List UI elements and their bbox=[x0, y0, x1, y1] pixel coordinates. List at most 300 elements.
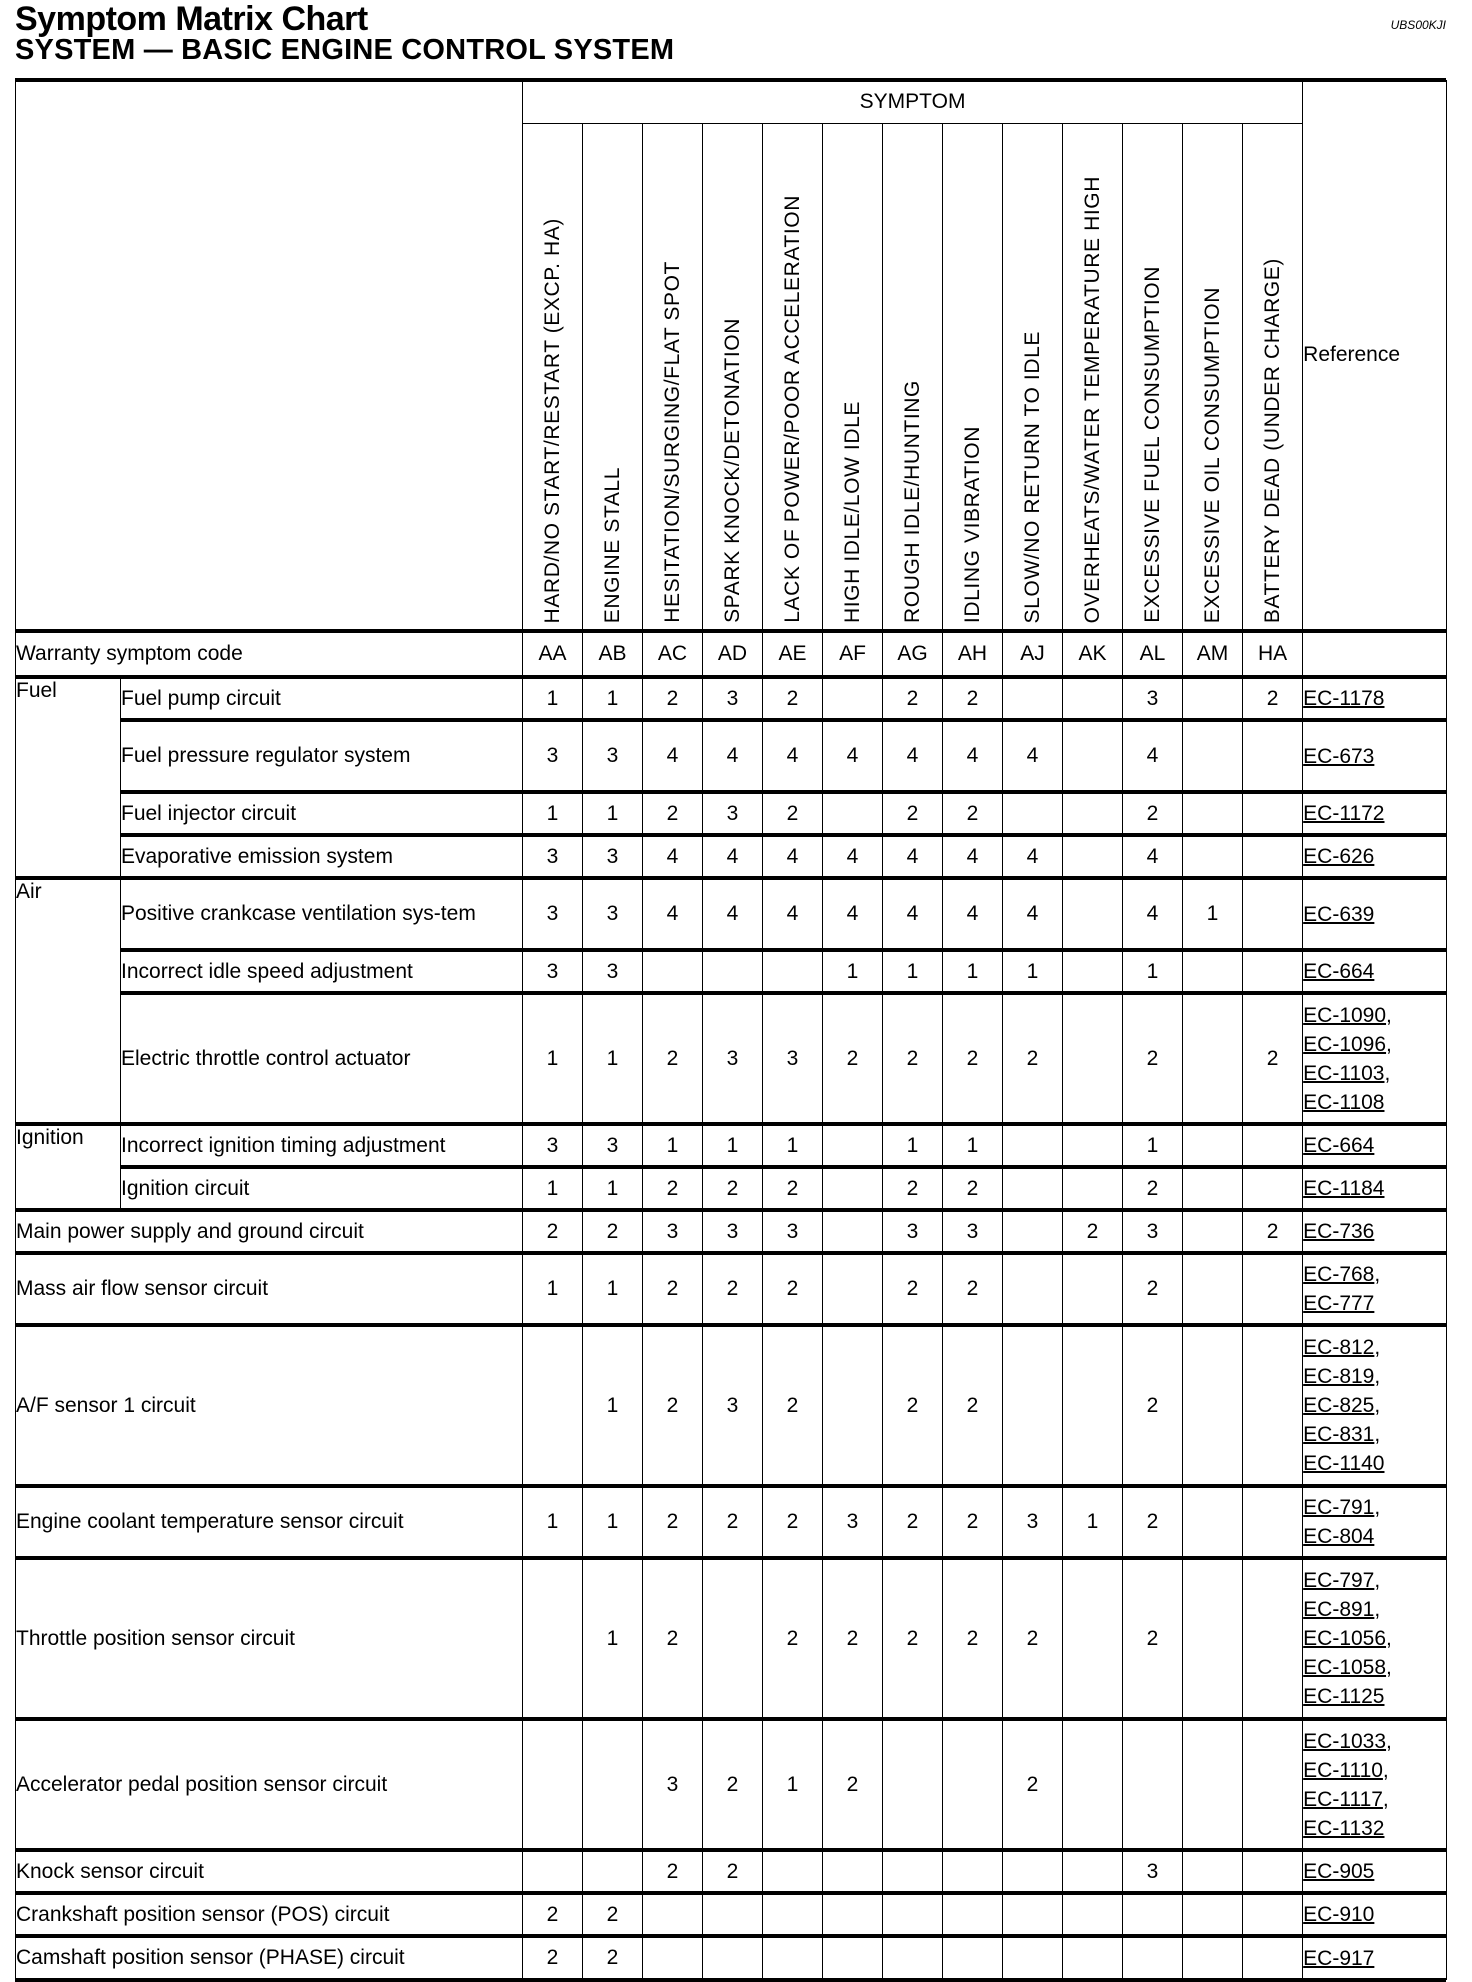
page-title: Symptom Matrix Chart bbox=[15, 0, 368, 38]
priority-value-cell: 2 bbox=[943, 1167, 1003, 1210]
priority-value-cell bbox=[943, 1893, 1003, 1936]
priority-value-cell: 4 bbox=[703, 720, 763, 792]
priority-value-cell bbox=[1183, 720, 1243, 792]
priority-value-cell: 2 bbox=[1003, 993, 1063, 1124]
priority-value-cell bbox=[1063, 1253, 1123, 1325]
priority-value-cell bbox=[703, 950, 763, 993]
symptom-label: ROUGH IDLE/HUNTING bbox=[900, 380, 924, 623]
priority-value-cell: 4 bbox=[643, 878, 703, 950]
priority-value-cell bbox=[1063, 1167, 1123, 1210]
priority-value-cell bbox=[1063, 1936, 1123, 1979]
reference-cell bbox=[1303, 835, 1447, 878]
table-row bbox=[16, 792, 1447, 835]
component-label: Incorrect idle speed adjustment bbox=[121, 950, 523, 993]
table-row bbox=[16, 950, 1447, 993]
matrix-body bbox=[16, 631, 1447, 1979]
warranty-code-cell: AH bbox=[943, 631, 1003, 677]
priority-value-cell bbox=[1063, 1719, 1123, 1850]
priority-value-cell: 3 bbox=[523, 950, 583, 993]
reference-separator: , bbox=[1374, 1423, 1381, 1446]
priority-value-cell: 2 bbox=[1123, 993, 1183, 1124]
reference-link[interactable]: EC-626 bbox=[1303, 845, 1375, 868]
priority-value-cell: 3 bbox=[583, 720, 643, 792]
priority-value-cell bbox=[703, 1936, 763, 1979]
reference-link[interactable]: EC-1090 bbox=[1303, 1003, 1387, 1027]
warranty-code-label: Warranty symptom code bbox=[16, 631, 523, 677]
priority-value-cell: 3 bbox=[883, 1210, 943, 1253]
table-row bbox=[16, 1167, 1447, 1210]
priority-value-cell bbox=[1003, 792, 1063, 835]
priority-value-cell: 3 bbox=[583, 878, 643, 950]
reference-link[interactable]: EC-1108 bbox=[1303, 1090, 1385, 1114]
priority-value-cell: 2 bbox=[883, 993, 943, 1124]
symptom-column-header bbox=[1003, 124, 1063, 632]
priority-value-cell: 2 bbox=[703, 1850, 763, 1893]
reference-cell bbox=[1303, 950, 1447, 993]
symptom-label: ENGINE STALL bbox=[600, 466, 624, 623]
symptom-label: EXCESSIVE FUEL CONSUMPTION bbox=[1140, 266, 1164, 623]
category-label: Air bbox=[16, 878, 121, 1124]
reference-cell bbox=[1303, 677, 1447, 720]
priority-value-cell: 1 bbox=[583, 792, 643, 835]
symptom-column-header bbox=[1183, 124, 1243, 632]
priority-value-cell: 1 bbox=[883, 1124, 943, 1167]
component-label: A/F sensor 1 circuit bbox=[16, 1325, 523, 1486]
priority-value-cell bbox=[1243, 1893, 1303, 1936]
priority-value-cell bbox=[1123, 1936, 1183, 1979]
component-label: Accelerator pedal position sensor circuit bbox=[16, 1719, 523, 1850]
table-row bbox=[16, 1893, 1447, 1936]
document-id: UBS00KJI bbox=[1390, 18, 1446, 32]
priority-value-cell: 4 bbox=[763, 835, 823, 878]
component-label: Fuel injector circuit bbox=[121, 792, 523, 835]
priority-value-cell bbox=[1183, 1210, 1243, 1253]
symptom-matrix-table bbox=[15, 80, 1447, 1980]
reference-column-header: Reference bbox=[1303, 81, 1447, 632]
priority-value-cell: 2 bbox=[643, 993, 703, 1124]
priority-value-cell bbox=[1243, 835, 1303, 878]
priority-value-cell: 2 bbox=[643, 1325, 703, 1486]
priority-value-cell: 3 bbox=[583, 950, 643, 993]
reference-separator: , bbox=[1374, 1365, 1381, 1388]
priority-value-cell bbox=[523, 1719, 583, 1850]
component-label: Crankshaft position sensor (POS) circuit bbox=[16, 1893, 523, 1936]
reference-link[interactable]: EC-1140 bbox=[1303, 1452, 1385, 1475]
component-label: Positive crankcase ventilation sys-tem bbox=[121, 878, 523, 950]
priority-value-cell bbox=[1003, 677, 1063, 720]
priority-value-cell: 4 bbox=[943, 878, 1003, 950]
symptom-label: LACK OF POWER/POOR ACCELERATION bbox=[780, 195, 804, 623]
priority-value-cell: 4 bbox=[883, 878, 943, 950]
priority-value-cell: 1 bbox=[703, 1124, 763, 1167]
symptom-label: EXCESSIVE OIL CONSUMPTION bbox=[1200, 286, 1224, 623]
priority-value-cell bbox=[703, 1893, 763, 1936]
priority-value-cell: 3 bbox=[523, 835, 583, 878]
symptom-label: SPARK KNOCK/DETONATION bbox=[720, 318, 744, 623]
priority-value-cell bbox=[1063, 1325, 1123, 1486]
reference-cell bbox=[1303, 1558, 1447, 1719]
priority-value-cell: 2 bbox=[643, 1850, 703, 1893]
priority-value-cell bbox=[1183, 1253, 1243, 1325]
priority-value-cell bbox=[1063, 1124, 1123, 1167]
reference-link[interactable]: EC-791 bbox=[1303, 1496, 1375, 1519]
priority-value-cell: 2 bbox=[643, 677, 703, 720]
priority-value-cell bbox=[1183, 1486, 1243, 1558]
priority-value-cell bbox=[1243, 878, 1303, 950]
priority-value-cell: 3 bbox=[763, 1210, 823, 1253]
reference-cell bbox=[1303, 1486, 1447, 1558]
priority-value-cell bbox=[1063, 677, 1123, 720]
priority-value-cell bbox=[883, 1893, 943, 1936]
priority-value-cell: 2 bbox=[763, 1486, 823, 1558]
reference-link[interactable]: EC-673 bbox=[1303, 744, 1375, 768]
priority-value-cell bbox=[1243, 720, 1303, 792]
priority-value-cell: 4 bbox=[1123, 878, 1183, 950]
reference-link[interactable]: EC-1058 bbox=[1303, 1656, 1387, 1679]
warranty-code-cell: AC bbox=[643, 631, 703, 677]
priority-value-cell bbox=[1243, 950, 1303, 993]
priority-value-cell bbox=[1183, 1936, 1243, 1979]
priority-value-cell bbox=[1243, 1124, 1303, 1167]
priority-value-cell: 2 bbox=[943, 1486, 1003, 1558]
priority-value-cell bbox=[1243, 1325, 1303, 1486]
priority-value-cell bbox=[643, 1936, 703, 1979]
reference-separator: , bbox=[1386, 1003, 1392, 1027]
priority-value-cell bbox=[823, 1325, 883, 1486]
priority-value-cell bbox=[763, 1936, 823, 1979]
priority-value-cell: 3 bbox=[523, 1124, 583, 1167]
priority-value-cell: 3 bbox=[643, 1719, 703, 1850]
symptom-column-header bbox=[1123, 124, 1183, 632]
priority-value-cell: 2 bbox=[763, 792, 823, 835]
table-row bbox=[16, 1124, 1447, 1167]
priority-value-cell bbox=[1063, 993, 1123, 1124]
symptom-label: SLOW/NO RETURN TO IDLE bbox=[1020, 330, 1044, 623]
reference-separator: , bbox=[1382, 1787, 1389, 1811]
reference-link[interactable]: EC-1096 bbox=[1303, 1032, 1387, 1056]
table-row bbox=[16, 878, 1447, 950]
reference-link[interactable]: EC-1110 bbox=[1303, 1758, 1383, 1782]
table-row bbox=[16, 1253, 1447, 1325]
symptom-column-header bbox=[703, 124, 763, 632]
priority-value-cell: 1 bbox=[523, 993, 583, 1124]
priority-value-cell: 3 bbox=[823, 1486, 883, 1558]
reference-cell bbox=[1303, 720, 1447, 792]
priority-value-cell bbox=[883, 1936, 943, 1979]
priority-value-cell: 1 bbox=[583, 1486, 643, 1558]
reference-link[interactable]: EC-1184 bbox=[1303, 1177, 1385, 1200]
priority-value-cell: 2 bbox=[763, 1325, 823, 1486]
reference-link[interactable]: EC-768 bbox=[1303, 1263, 1375, 1286]
priority-value-cell: 3 bbox=[523, 720, 583, 792]
reference-link[interactable]: EC-825 bbox=[1303, 1394, 1375, 1417]
reference-link[interactable]: EC-1178 bbox=[1303, 687, 1385, 710]
reference-cell bbox=[1303, 792, 1447, 835]
reference-link[interactable]: EC-664 bbox=[1303, 1134, 1375, 1157]
reference-link[interactable]: EC-819 bbox=[1303, 1365, 1375, 1388]
priority-value-cell: 3 bbox=[703, 1325, 763, 1486]
priority-value-cell bbox=[1003, 1124, 1063, 1167]
priority-value-cell: 3 bbox=[703, 792, 763, 835]
table-row bbox=[16, 1558, 1447, 1719]
priority-value-cell bbox=[883, 1850, 943, 1893]
priority-value-cell: 2 bbox=[1243, 993, 1303, 1124]
priority-value-cell: 1 bbox=[943, 950, 1003, 993]
priority-value-cell bbox=[1183, 1558, 1243, 1719]
priority-value-cell bbox=[1243, 1253, 1303, 1325]
priority-value-cell bbox=[943, 1936, 1003, 1979]
priority-value-cell bbox=[1183, 1850, 1243, 1893]
priority-value-cell: 4 bbox=[643, 835, 703, 878]
priority-value-cell: 1 bbox=[583, 1167, 643, 1210]
priority-value-cell: 4 bbox=[643, 720, 703, 792]
reference-separator: , bbox=[1384, 1061, 1391, 1085]
component-label: Throttle position sensor circuit bbox=[16, 1558, 523, 1719]
priority-value-cell: 1 bbox=[1063, 1486, 1123, 1558]
reference-link[interactable]: EC-664 bbox=[1303, 960, 1375, 983]
priority-value-cell: 2 bbox=[583, 1893, 643, 1936]
priority-value-cell: 1 bbox=[583, 993, 643, 1124]
priority-value-cell bbox=[1063, 835, 1123, 878]
component-label: Mass air flow sensor circuit bbox=[16, 1253, 523, 1325]
reference-cell bbox=[1303, 1936, 1447, 1979]
reference-cell bbox=[1303, 993, 1447, 1124]
priority-value-cell: 2 bbox=[883, 1325, 943, 1486]
priority-value-cell bbox=[1063, 878, 1123, 950]
priority-value-cell bbox=[523, 1325, 583, 1486]
priority-value-cell: 2 bbox=[823, 1719, 883, 1850]
reference-cell bbox=[1303, 878, 1447, 950]
priority-value-cell bbox=[823, 677, 883, 720]
priority-value-cell: 1 bbox=[883, 950, 943, 993]
reference-cell bbox=[1303, 1124, 1447, 1167]
priority-value-cell bbox=[1123, 1719, 1183, 1850]
priority-value-cell: 2 bbox=[823, 993, 883, 1124]
priority-value-cell bbox=[1063, 720, 1123, 792]
priority-value-cell: 3 bbox=[703, 993, 763, 1124]
reference-separator: , bbox=[1386, 1032, 1392, 1056]
priority-value-cell bbox=[1243, 1167, 1303, 1210]
reference-link[interactable]: EC-804 bbox=[1303, 1525, 1375, 1548]
priority-value-cell: 2 bbox=[643, 1486, 703, 1558]
priority-value-cell: 3 bbox=[523, 878, 583, 950]
symptom-column-header bbox=[883, 124, 943, 632]
priority-value-cell: 2 bbox=[883, 1253, 943, 1325]
symptom-column-header bbox=[943, 124, 1003, 632]
priority-value-cell: 2 bbox=[883, 1558, 943, 1719]
priority-value-cell bbox=[1183, 1167, 1243, 1210]
priority-value-cell bbox=[1003, 1850, 1063, 1893]
priority-value-cell: 1 bbox=[583, 677, 643, 720]
priority-value-cell: 1 bbox=[523, 1167, 583, 1210]
symptom-label: HARD/NO START/RESTART (EXCP. HA) bbox=[540, 217, 564, 623]
reference-separator: , bbox=[1386, 1627, 1392, 1650]
component-label: Fuel pump circuit bbox=[121, 677, 523, 720]
priority-value-cell bbox=[643, 1893, 703, 1936]
priority-value-cell: 3 bbox=[703, 677, 763, 720]
warranty-code-cell: AF bbox=[823, 631, 883, 677]
priority-value-cell: 1 bbox=[1123, 950, 1183, 993]
priority-value-cell: 4 bbox=[883, 835, 943, 878]
priority-value-cell bbox=[1183, 1893, 1243, 1936]
warranty-code-cell: AK bbox=[1063, 631, 1123, 677]
priority-value-cell: 1 bbox=[943, 1124, 1003, 1167]
page-subtitle: SYSTEM — BASIC ENGINE CONTROL SYSTEM bbox=[15, 34, 675, 66]
priority-value-cell: 2 bbox=[523, 1936, 583, 1979]
priority-value-cell: 1 bbox=[583, 1558, 643, 1719]
reference-separator: , bbox=[1382, 1758, 1389, 1782]
reference-cell bbox=[1303, 1167, 1447, 1210]
priority-value-cell: 1 bbox=[1003, 950, 1063, 993]
priority-value-cell bbox=[1183, 1325, 1243, 1486]
priority-value-cell bbox=[823, 1124, 883, 1167]
priority-value-cell bbox=[823, 1167, 883, 1210]
priority-value-cell: 2 bbox=[943, 1325, 1003, 1486]
reference-link[interactable]: EC-1117 bbox=[1303, 1787, 1383, 1811]
reference-link[interactable]: EC-1056 bbox=[1303, 1627, 1387, 1650]
priority-value-cell: 2 bbox=[1003, 1719, 1063, 1850]
reference-link[interactable]: EC-1033 bbox=[1303, 1729, 1387, 1753]
reference-link[interactable]: EC-910 bbox=[1303, 1903, 1375, 1926]
priority-value-cell: 2 bbox=[1123, 1325, 1183, 1486]
priority-value-cell bbox=[1243, 792, 1303, 835]
warranty-code-row bbox=[16, 631, 1447, 677]
priority-value-cell bbox=[1183, 792, 1243, 835]
priority-value-cell bbox=[1243, 1486, 1303, 1558]
priority-value-cell: 2 bbox=[883, 792, 943, 835]
reference-link[interactable]: EC-777 bbox=[1303, 1292, 1375, 1315]
reference-link[interactable]: EC-1172 bbox=[1303, 802, 1385, 825]
component-label: Evaporative emission system bbox=[121, 835, 523, 878]
priority-value-cell: 2 bbox=[523, 1210, 583, 1253]
priority-value-cell bbox=[763, 1893, 823, 1936]
reference-link[interactable]: EC-917 bbox=[1303, 1946, 1375, 1970]
priority-value-cell: 4 bbox=[763, 878, 823, 950]
priority-value-cell: 4 bbox=[943, 835, 1003, 878]
table-row bbox=[16, 835, 1447, 878]
priority-value-cell bbox=[823, 1893, 883, 1936]
reference-link[interactable]: EC-831 bbox=[1303, 1423, 1375, 1446]
priority-value-cell bbox=[1183, 1719, 1243, 1850]
table-row bbox=[16, 1936, 1447, 1979]
priority-value-cell: 3 bbox=[643, 1210, 703, 1253]
priority-value-cell bbox=[1063, 1893, 1123, 1936]
priority-value-cell: 1 bbox=[1183, 878, 1243, 950]
reference-cell bbox=[1303, 1850, 1447, 1893]
priority-value-cell bbox=[763, 1850, 823, 1893]
reference-link[interactable]: EC-1132 bbox=[1303, 1816, 1385, 1840]
priority-value-cell: 4 bbox=[703, 835, 763, 878]
warranty-code-cell: AG bbox=[883, 631, 943, 677]
priority-value-cell bbox=[1003, 1253, 1063, 1325]
category-label: Ignition bbox=[16, 1124, 121, 1210]
warranty-ref-cell bbox=[1303, 631, 1447, 677]
priority-value-cell: 1 bbox=[523, 792, 583, 835]
reference-cell bbox=[1303, 1325, 1447, 1486]
priority-value-cell: 2 bbox=[1123, 1486, 1183, 1558]
priority-value-cell: 2 bbox=[883, 1486, 943, 1558]
priority-value-cell: 3 bbox=[1123, 677, 1183, 720]
warranty-code-cell: AA bbox=[523, 631, 583, 677]
reference-separator: , bbox=[1374, 1496, 1381, 1519]
priority-value-cell: 3 bbox=[943, 1210, 1003, 1253]
priority-value-cell bbox=[1183, 993, 1243, 1124]
priority-value-cell: 2 bbox=[1243, 1210, 1303, 1253]
priority-value-cell: 2 bbox=[703, 1253, 763, 1325]
table-row bbox=[16, 1486, 1447, 1558]
priority-value-cell: 4 bbox=[823, 878, 883, 950]
symptom-band-row bbox=[16, 81, 1447, 124]
component-label: Electric throttle control actuator bbox=[121, 993, 523, 1124]
priority-value-cell: 4 bbox=[1003, 878, 1063, 950]
priority-value-cell: 3 bbox=[583, 1124, 643, 1167]
priority-value-cell bbox=[1183, 835, 1243, 878]
priority-value-cell: 2 bbox=[523, 1893, 583, 1936]
table-row bbox=[16, 1850, 1447, 1893]
table-row bbox=[16, 1325, 1447, 1486]
reference-link[interactable]: EC-736 bbox=[1303, 1220, 1375, 1243]
priority-value-cell: 2 bbox=[583, 1936, 643, 1979]
priority-value-cell bbox=[1183, 1124, 1243, 1167]
priority-value-cell: 2 bbox=[1123, 1253, 1183, 1325]
reference-cell bbox=[1303, 1893, 1447, 1936]
reference-link[interactable]: EC-1125 bbox=[1303, 1685, 1385, 1708]
priority-value-cell: 2 bbox=[763, 1253, 823, 1325]
table-row bbox=[16, 677, 1447, 720]
priority-value-cell: 2 bbox=[883, 677, 943, 720]
priority-value-cell: 2 bbox=[943, 1253, 1003, 1325]
header-corner bbox=[16, 81, 523, 632]
symptom-column-header bbox=[523, 124, 583, 632]
warranty-code-cell: HA bbox=[1243, 631, 1303, 677]
priority-value-cell: 4 bbox=[703, 878, 763, 950]
symptom-label: IDLING VIBRATION bbox=[960, 425, 984, 623]
priority-value-cell: 2 bbox=[643, 1253, 703, 1325]
priority-value-cell bbox=[823, 1936, 883, 1979]
priority-value-cell: 1 bbox=[763, 1719, 823, 1850]
table-row bbox=[16, 993, 1447, 1124]
priority-value-cell: 2 bbox=[763, 1167, 823, 1210]
reference-link[interactable]: EC-905 bbox=[1303, 1860, 1375, 1883]
reference-link[interactable]: EC-812 bbox=[1303, 1336, 1375, 1359]
priority-value-cell: 2 bbox=[943, 1558, 1003, 1719]
priority-value-cell: 1 bbox=[583, 1325, 643, 1486]
priority-value-cell bbox=[1243, 1850, 1303, 1893]
priority-value-cell: 2 bbox=[943, 677, 1003, 720]
symptom-column-header bbox=[1063, 124, 1123, 632]
priority-value-cell: 2 bbox=[763, 677, 823, 720]
component-label: Knock sensor circuit bbox=[16, 1850, 523, 1893]
priority-value-cell: 3 bbox=[1123, 1210, 1183, 1253]
reference-link[interactable]: EC-1103 bbox=[1303, 1061, 1385, 1085]
priority-value-cell: 1 bbox=[523, 1253, 583, 1325]
reference-link[interactable]: EC-797 bbox=[1303, 1569, 1375, 1592]
reference-link[interactable]: EC-891 bbox=[1303, 1598, 1375, 1621]
priority-value-cell: 4 bbox=[823, 720, 883, 792]
reference-link[interactable]: EC-639 bbox=[1303, 902, 1375, 926]
priority-value-cell bbox=[1003, 1325, 1063, 1486]
component-label: Main power supply and ground circuit bbox=[16, 1210, 523, 1253]
symptom-label: HESITATION/SURGING/FLAT SPOT bbox=[660, 261, 684, 623]
priority-value-cell: 4 bbox=[1123, 835, 1183, 878]
symptom-column-header bbox=[823, 124, 883, 632]
priority-value-cell: 3 bbox=[763, 993, 823, 1124]
priority-value-cell: 2 bbox=[1063, 1210, 1123, 1253]
priority-value-cell bbox=[703, 1558, 763, 1719]
component-label: Incorrect ignition timing adjustment bbox=[121, 1124, 523, 1167]
priority-value-cell: 3 bbox=[1123, 1850, 1183, 1893]
priority-value-cell bbox=[523, 1558, 583, 1719]
